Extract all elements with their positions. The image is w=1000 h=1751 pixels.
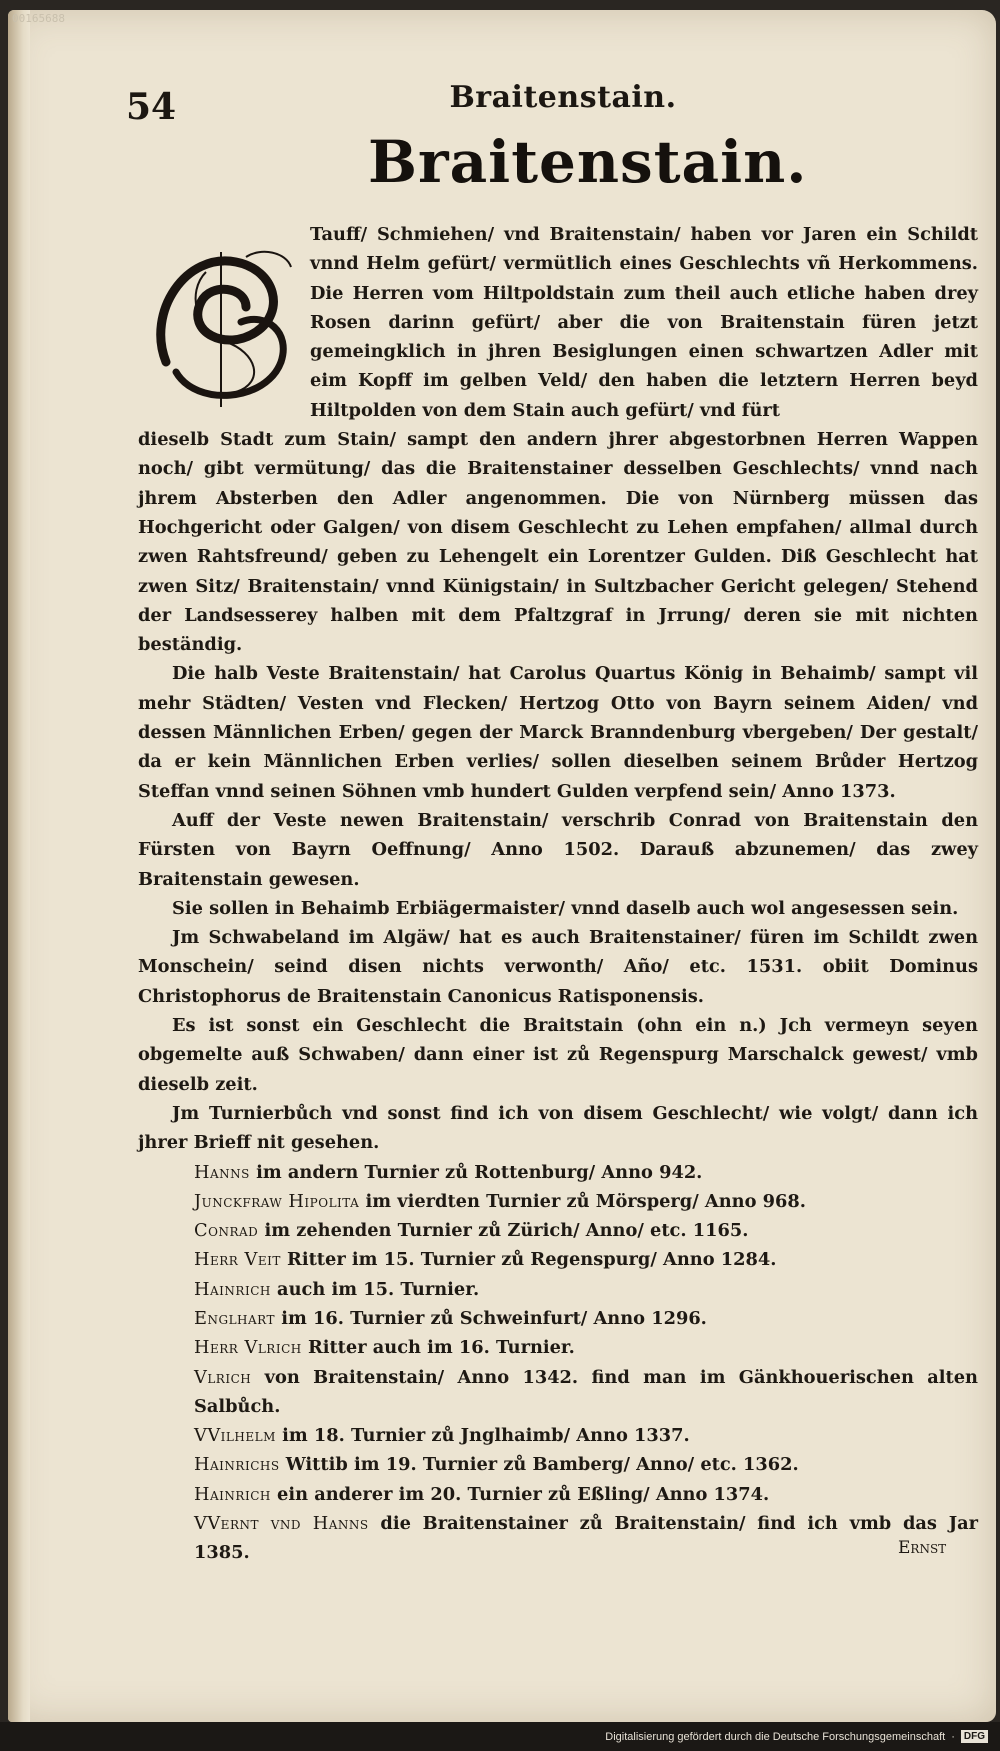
page-binding — [8, 10, 30, 1722]
entry-name: Hainrich — [194, 1278, 271, 1300]
list-item — [138, 1333, 978, 1362]
entry-text: Ritter im 15. Turnier zů Regenspurg/ Anno 1284. — [287, 1249, 777, 1271]
footer-bar: Digitalisierung gefördert durch die Deutsche Forschungsgemeinschaft · DFG — [0, 1722, 1000, 1751]
list-item — [138, 1480, 978, 1509]
scan-id: 00165688 — [12, 12, 65, 25]
list-item — [138, 1245, 978, 1274]
list-item — [138, 1450, 978, 1479]
entry-name: VVilhelm — [194, 1425, 276, 1447]
list-item — [138, 1304, 978, 1333]
entry-name: VVernt vnd Hanns — [194, 1513, 369, 1535]
list-item — [138, 1363, 978, 1422]
page-title: Braitenstain. — [368, 128, 808, 196]
opening-paragraph: Tauff/ Schmiehen/ vnd Braitenstain/ haben vor Jaren ein Schildt vnnd Helm gefürt/ vermütlich eines Geschlechts vñ Herkommens. Die Herren vom Hiltpoldstain zum theil auch etliche haben drey Rosen darinn gefürt/ aber die von Braitenstain füren jetzt gemeingklich in jhren Besiglungen einen schwartzen Adler mit eim Kopff im gelben Veld/ den haben die letztern Herren beyd Hiltpolden von dem Stain auch gefürt/ vnd fürt — [310, 224, 978, 421]
catchword: Ernst — [898, 1538, 947, 1558]
entry-text: ein anderer im 20. Turnier zů Eßling/ Anno 1374. — [277, 1483, 770, 1505]
list-item — [138, 1187, 978, 1216]
list-item — [138, 1158, 978, 1187]
entry-name: Conrad — [194, 1220, 259, 1242]
paragraph: Jm Schwabeland im Algäw/ hat es auch Braitenstainer/ füren im Schildt zwen Monschein/ seind disen nichts verwonth/ Año/ etc. 1531. obiit Dominus Christophorus de Braitenstain Canonicus Ratisponensis. — [138, 927, 978, 1007]
entry-name: Junckfraw Hipolita — [194, 1190, 360, 1212]
entry-name: Hanns — [194, 1161, 250, 1183]
entry-text: Wittib im 19. Turnier zů Bamberg/ Anno/ etc. 1362. — [285, 1454, 799, 1476]
entry-text: die Braitenstainer zů Braitenstain/ find ich vmb das Jar 1385. — [194, 1513, 979, 1564]
entry-text: auch im 15. Turnier. — [277, 1278, 480, 1300]
paragraph: Die halb Veste Braitenstain/ hat Carolus Quartus König in Behaimb/ sampt vil mehr Städten/ Vesten vnd Flecken/ Hertzog Otto von Bayrn seinem Aiden/ vnd dessen Männlichen Erben/ gegen der Marck Branndenburg vbergeben/ Der gestalt/ da er kein Männlichen Erben verlies/ sollen dieselben seinem Brůder Hertzog Steffan vnnd seinen Söhnen vmb hundert Gulden verpfend sein/ Anno 1373. — [138, 663, 978, 802]
tournament-list — [138, 1158, 978, 1568]
footer-text: Digitalisierung gefördert durch die Deutsche Forschungsgemeinschaft — [605, 1730, 946, 1743]
entry-name: Herr Veit — [194, 1249, 281, 1271]
page-number: 54 — [126, 86, 177, 128]
entry-name: Hainrich — [194, 1483, 271, 1505]
list-item — [138, 1509, 978, 1568]
running-head: Braitenstain. — [449, 80, 677, 115]
entry-name: Vlrich — [194, 1366, 252, 1388]
entry-text: im 16. Turnier zů Schweinfurt/ Anno 1296. — [281, 1307, 707, 1329]
dfg-logo-icon: DFG — [961, 1730, 988, 1743]
body-text — [138, 220, 978, 1568]
entry-name: Hainrichs — [194, 1454, 280, 1476]
entry-text: im andern Turnier zů Rottenburg/ Anno 942. — [256, 1161, 703, 1183]
paragraph: Es ist sonst ein Geschlecht die Braitstain (ohn ein n.) Jch vermeyn seyen obgemelte auß Schwaben/ dann einer ist zů Regenspurg Marschalck gewest/ vmb dieselb zeit. — [138, 1015, 978, 1095]
entry-name: Englhart — [194, 1307, 275, 1329]
list-item — [138, 1275, 978, 1304]
opening-paragraph-continued: dieselb Stadt zum Stain/ sampt den andern jhrer abgestorbnen Herren Wappen noch/ gibt vermütung/ das die Braitenstainer desselben Geschlechts/ vnnd nach jhrem Absterben den Adler angenommen. Die von Nürnberg müssen das Hochgericht oder Galgen/ von disem Geschlecht zu Lehen empfahen/ allmal durch zwen Rahtsfreund/ geben zu Lehengelt ein Lorentzer Gulden. Diß Geschlecht hat zwen Sitz/ Braitenstain/ vnnd Künigstain/ in Sultzbacher Gericht gelegen/ Stehend der Landsesserey halben mit dem Pfaltzgraf in Jrrung/ deren sie mit nichten beständig. — [138, 429, 978, 656]
paragraph: Jm Turnierbůch vnd sonst find ich von disem Geschlecht/ wie volgt/ dann ich jhrer Brieff nit gesehen. — [138, 1102, 978, 1154]
paragraph: Sie sollen in Behaimb Erbiägermaister/ vnnd daselb auch wol angesessen sein. — [172, 897, 959, 919]
paragraph: Auff der Veste newen Braitenstain/ verschrib Conrad von Braitenstain den Fürsten von Bayrn Oeffnung/ Anno 1502. Darauß abzunemen/ das zwey Braitenstain gewesen. — [138, 809, 978, 890]
entry-text: im vierdten Turnier zů Mörsperg/ Anno 968. — [365, 1190, 806, 1212]
entry-name: Herr Vlrich — [194, 1337, 302, 1359]
list-item — [138, 1421, 978, 1450]
entry-text: Ritter auch im 16. Turnier. — [307, 1337, 575, 1359]
book-page — [8, 10, 996, 1722]
svg-text:S: S — [216, 329, 223, 340]
list-item — [138, 1216, 978, 1245]
entry-text: im zehenden Turnier zů Zürich/ Anno/ etc. 1165. — [264, 1220, 749, 1242]
entry-text: von Braitenstain/ Anno 1342. find man im Gänkhouerischen alten Salbůch. — [194, 1366, 978, 1417]
entry-text: im 18. Turnier zů Jnglhaimb/ Anno 1337. — [282, 1425, 690, 1447]
